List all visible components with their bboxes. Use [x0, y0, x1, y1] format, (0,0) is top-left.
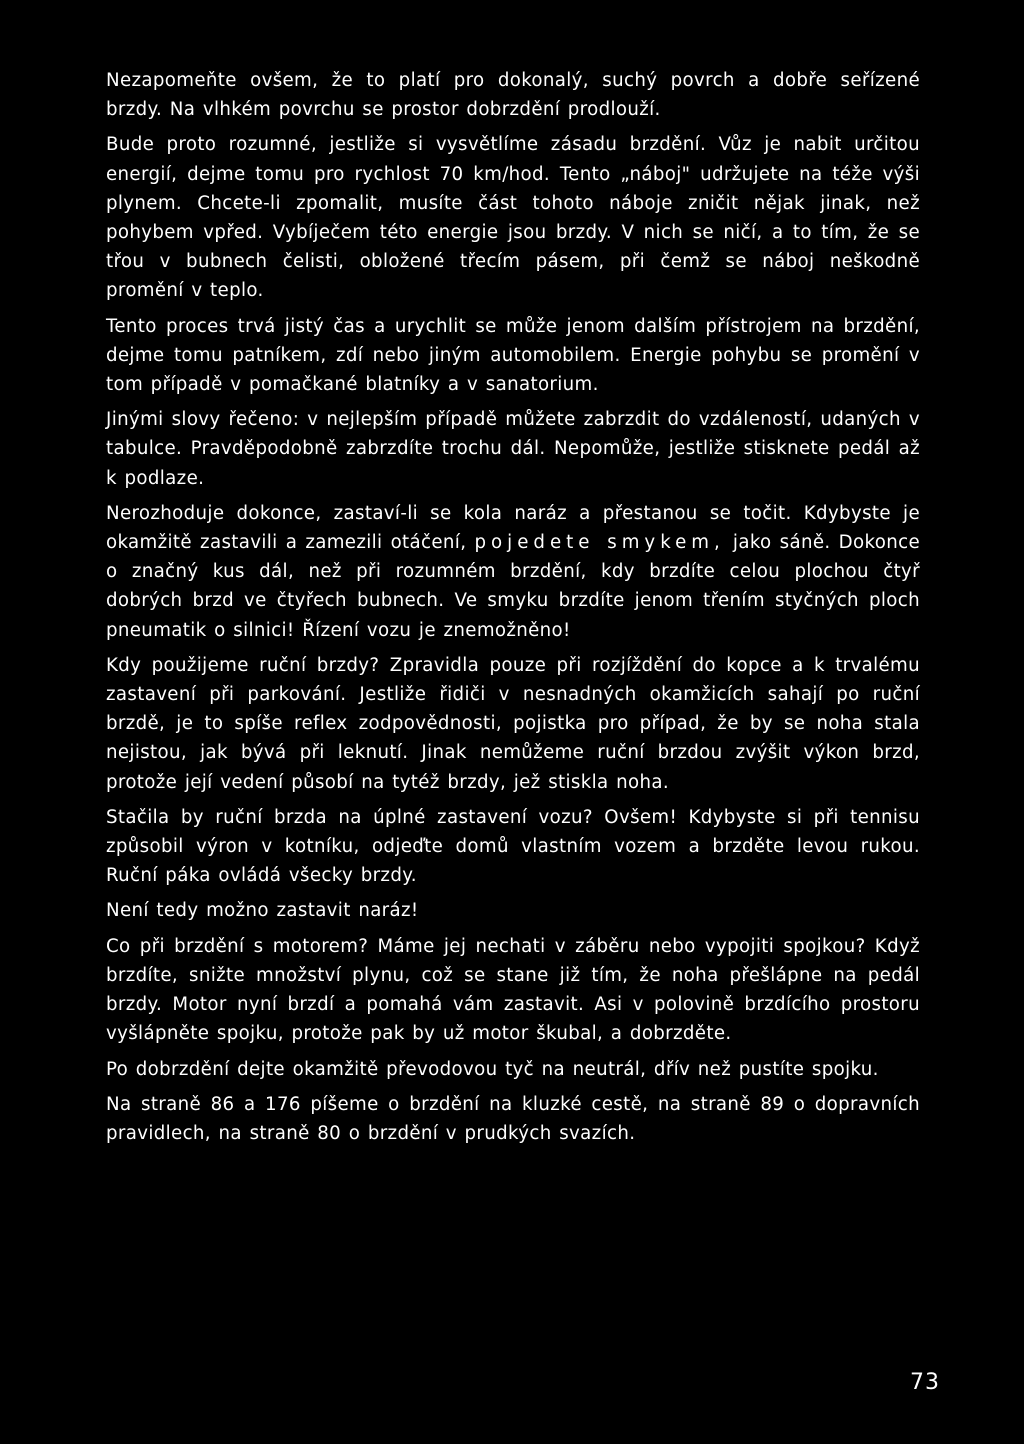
paragraph: Nezapomeňte ovšem, že to platí pro dokonalý, suchý povrch a dobře seřízené brzdy. Na vlhkém povrchu se prostor dobrzdění prodlouží. — [106, 70, 920, 121]
paragraph: Po dobrzdění dejte okamžitě převodovou tyč na neutrál, dřív než pustíte spojku. — [106, 1058, 879, 1080]
paragraph: Co při brzdění s motorem? Máme jej nechati v záběru nebo vypojiti spojkou? Když brzdíte, snižte množství plynu, což se stane již tím, že noha přešlápne na pedál brzdy. Motor nyní brzdí a pomahá vám zastavit. Asi v polovině brzdícího prostoru vyšlápněte spojku, protože pak by už motor škubal, a dobrzděte. — [106, 935, 920, 1045]
paragraph: Kdy použijeme ruční brzdy? Zpravidla pouze při rozjíždění do kopce a k trvalému zastavení při parkování. Jestliže řidiči v nesnadných okamžicích sahají po ruční brzdě, je to spíše reflex zodpovědnosti, pojistka pro případ, že by se noha stala nejistou, jak bývá při leknutí. Jinak nemůžeme ruční brzdou zvýšit výkon brzd, protože její vedení působí na tytéž brzdy, jež stiskla noha. — [106, 654, 920, 793]
paragraph: Na straně 86 a 176 píšeme o brzdění na kluzké cestě, na straně 89 o dopravních pravidlech, na straně 80 o brzdění v prudkých svazích. — [106, 1093, 920, 1144]
body-text — [106, 66, 920, 1148]
paragraph — [106, 499, 920, 645]
paragraph: Stačila by ruční brzda na úplné zastavení vozu? Ovšem! Kdybyste si při tennisu způsobil výron v kotníku, odjeďte domů vlastním vozem a brzděte levou rukou. Ruční páka ovládá všecky brzdy. — [106, 806, 920, 887]
emphasis-text: pojedete smykem, — [474, 532, 725, 554]
page-number: 73 — [910, 1370, 940, 1395]
paragraph-text: jako sáně. Dokonce o značný kus dál, než při rozumném brzdění, kdy brzdíte celou plochou čtyř dobrých brzd ve čtyřech bubnech. Ve smyku brzdíte jenom třením styčných ploch pneumatik o silnici! Řízení vozu je znemožněno! — [106, 532, 920, 641]
paragraph: Není tedy možno zastavit naráz! — [106, 900, 419, 922]
paragraph: Jinými slovy řečeno: v nejlepším případě můžete zabrzdit do vzdáleností, udaných v tabulce. Pravděpodobně zabrzdíte trochu dál. Nepomůže, jestliže stisknete pedál až k podlaze. — [106, 409, 920, 489]
paragraph: Bude proto rozumné, jestliže si vysvětlíme zásadu brzdění. Vůz je nabit určitou energií, dejme tomu pro rychlost 70 km/hod. Tento „náboj" udržujete na téže výši plynem. Chcete-li zpomalit, musíte část tohoto náboje zničit nějak jinak, než pohybem vpřed. Vybíječem této energie jsou brzdy. V nich se ničí, a to tím, že se třou v bubnech čelisti, obložené třecím pásem, při čemž se náboj neškodně promění v teplo. — [106, 134, 920, 302]
paragraph-text: Nerozhoduje dokonce, zastaví-li se kola naráz a přestanou se točit. Kdybyste je okamžitě zastavili a zamezili otáčení, — [106, 502, 920, 554]
paragraph: Tento proces trvá jistý čas a urychlit se může jenom dalším přístrojem na brzdění, dejme tomu patníkem, zdí nebo jiným automobilem. Energie pohybu se promění v tom případě v pomačkané blatníky a v sanatorium. — [106, 315, 920, 396]
